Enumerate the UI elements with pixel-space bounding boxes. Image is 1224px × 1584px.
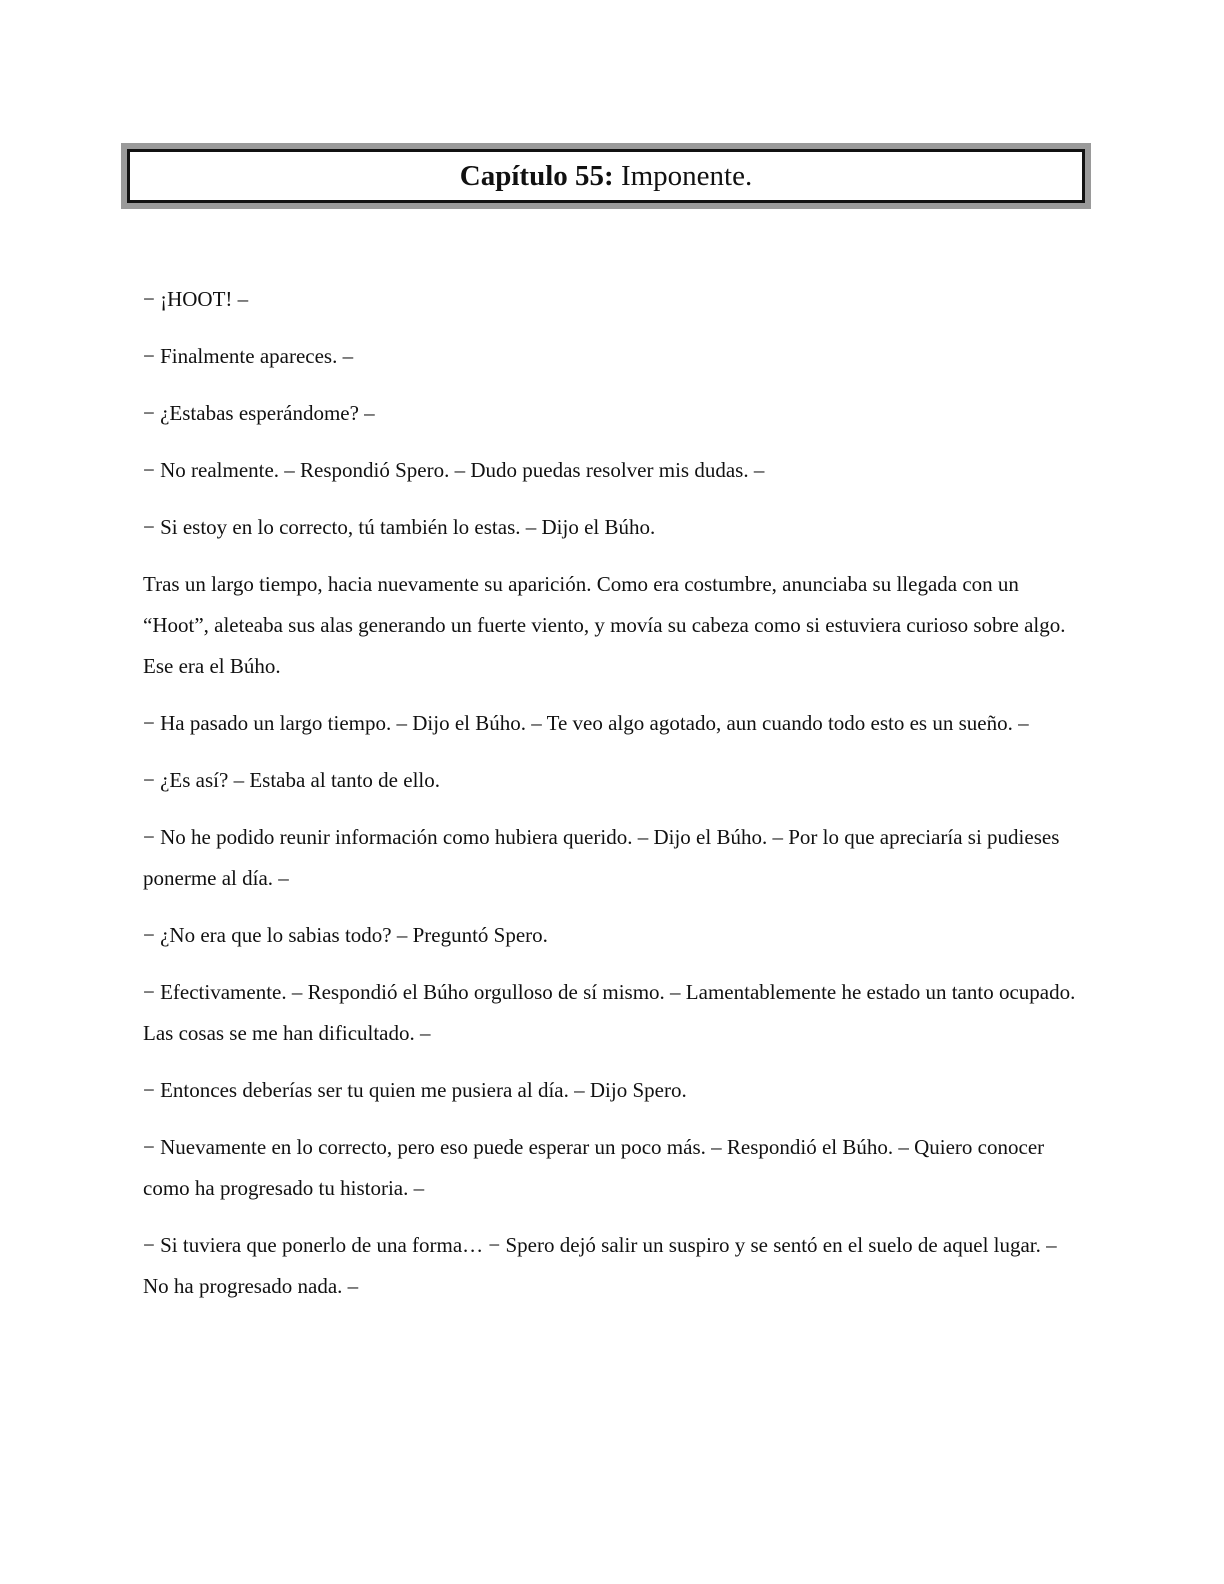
paragraph: − ¡HOOT! –: [143, 287, 249, 311]
paragraph: Tras un largo tiempo, hacia nuevamente su aparición. Como era costumbre, anunciaba su llegada con un “Hoot”, aleteaba sus alas generando un fuerte viento, y movía su cabeza como si estuviera curioso sobre algo. Ese era el Búho.: [143, 572, 1066, 678]
paragraph: − Nuevamente en lo correcto, pero eso puede esperar un poco más. – Respondió el Búho. – Quiero conocer como ha progresado tu historia. –: [143, 1135, 1045, 1200]
chapter-number: Capítulo 55:: [459, 159, 614, 192]
chapter-title: [127, 149, 1085, 203]
paragraph: − Entonces deberías ser tu quien me pusiera al día. – Dijo Spero.: [143, 1078, 687, 1102]
paragraph: − Si estoy en lo correcto, tú también lo estas. – Dijo el Búho.: [143, 515, 656, 539]
chapter-name: Imponente.: [613, 159, 753, 192]
paragraph: − ¿Estabas esperándome? –: [143, 401, 375, 425]
paragraph: − Finalmente apareces. –: [143, 344, 354, 368]
paragraph: − Si tuviera que ponerlo de una forma… − Spero dejó salir un suspiro y se sentó en el suelo de aquel lugar. – No ha progresado nada. –: [143, 1233, 1057, 1298]
paragraph: − No realmente. – Respondió Spero. – Dudo puedas resolver mis dudas. –: [143, 458, 765, 482]
chapter-title-box: [121, 143, 1091, 209]
chapter-body: [143, 279, 1083, 1323]
paragraph: − Efectivamente. – Respondió el Búho orgulloso de sí mismo. – Lamentablemente he estado un tanto ocupado. Las cosas se me han dificultado. –: [143, 980, 1076, 1045]
paragraph: − ¿Es así? – Estaba al tanto de ello.: [143, 768, 440, 792]
paragraph: − No he podido reunir información como hubiera querido. – Dijo el Búho. – Por lo que apreciaría si pudieses ponerme al día. –: [143, 825, 1060, 890]
paragraph: − ¿No era que lo sabias todo? – Preguntó Spero.: [143, 923, 548, 947]
paragraph: − Ha pasado un largo tiempo. – Dijo el Búho. – Te veo algo agotado, aun cuando todo esto es un sueño. –: [143, 711, 1029, 735]
